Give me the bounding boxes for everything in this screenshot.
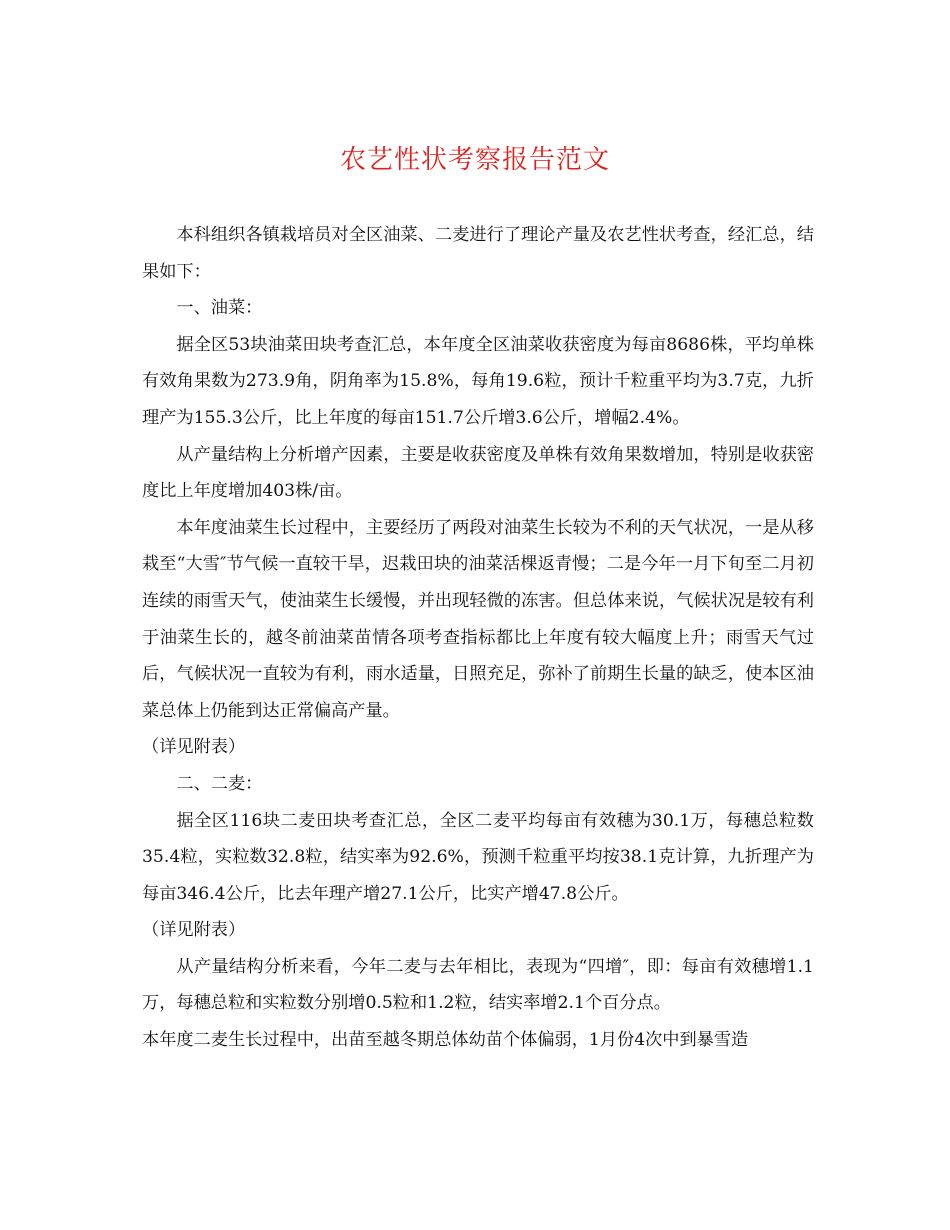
document-body bbox=[142, 217, 814, 1059]
paragraph-rapeseed-yield: 据全区53块油菜田块考查汇总，本年度全区油菜收获密度为每亩8686株，平均单株有效角果数为273.9角，阴角率为15.8%，每角19.6粒，预计千粒重平均为3.7克，九折理产为155.3公斤，比上年度的每亩151.7公斤增3.6公斤，增幅2.4%。 bbox=[142, 334, 814, 428]
paragraph-intro: 本科组织各镇栽培员对全区油菜、二麦进行了理论产量及农艺性状考查，经汇总，结果如下： bbox=[142, 225, 814, 282]
see-attached-table-2: （详见附表） bbox=[142, 920, 246, 941]
see-attached-table-1: （详见附表） bbox=[142, 737, 246, 758]
paragraph-rapeseed-factors: 从产量结构上分析增产因素，主要是收获密度及单株有效角果数增加，特别是收获密度比上年度增加403株/亩。 bbox=[142, 444, 814, 502]
section-heading-wheat: 二、二麦： bbox=[176, 773, 263, 794]
document-title: 农艺性状考察报告范文 bbox=[339, 145, 610, 175]
section-heading-rapeseed: 一、油菜： bbox=[176, 298, 263, 319]
paragraph-wheat-structure: 从产量结构分析来看，今年二麦与去年相比，表现为“四增″，即：每亩有效穗增1.1万，每穗总粒和实粒数分别增0.5粒和1.2粒，结实率增2.1个百分点。 bbox=[142, 956, 814, 1014]
paragraph-rapeseed-weather: 本年度油菜生长过程中，主要经历了两段对油菜生长较为不利的天气状况，一是从移栽至“大雪″节气候一直较干旱，迟栽田块的油菜活棵返青慢；二是今年一月下旬至二月初连续的雨雪天气，使油菜生长缓慢，并出现轻微的冻害。但总体来说，气候状况是较有利于油菜生长的，越冬前油菜苗情各项考查指标都比上年度有较大幅度上升；雨雪天气过后，气候状况一直较为有利，雨水适量，日照充足，弥补了前期生长量的缺乏，使本区油菜总体上仍能到达正常偏高产量。 bbox=[142, 517, 814, 721]
paragraph-wheat-yield: 据全区116块二麦田块考查汇总，全区二麦平均每亩有效穗为30.1万，每穗总粒数35.4粒，实粒数32.8粒，结实率为92.6%，预测千粒重平均按38.1克计算，九折理产为每亩346.4公斤，比去年理产增27.1公斤，比实产增47.8公斤。 bbox=[142, 810, 814, 904]
paragraph-wheat-growth: 本年度二麦生长过程中，出苗至越冬期总体幼苗个体偏弱，1月份4次中到暴雪造 bbox=[142, 1030, 749, 1051]
